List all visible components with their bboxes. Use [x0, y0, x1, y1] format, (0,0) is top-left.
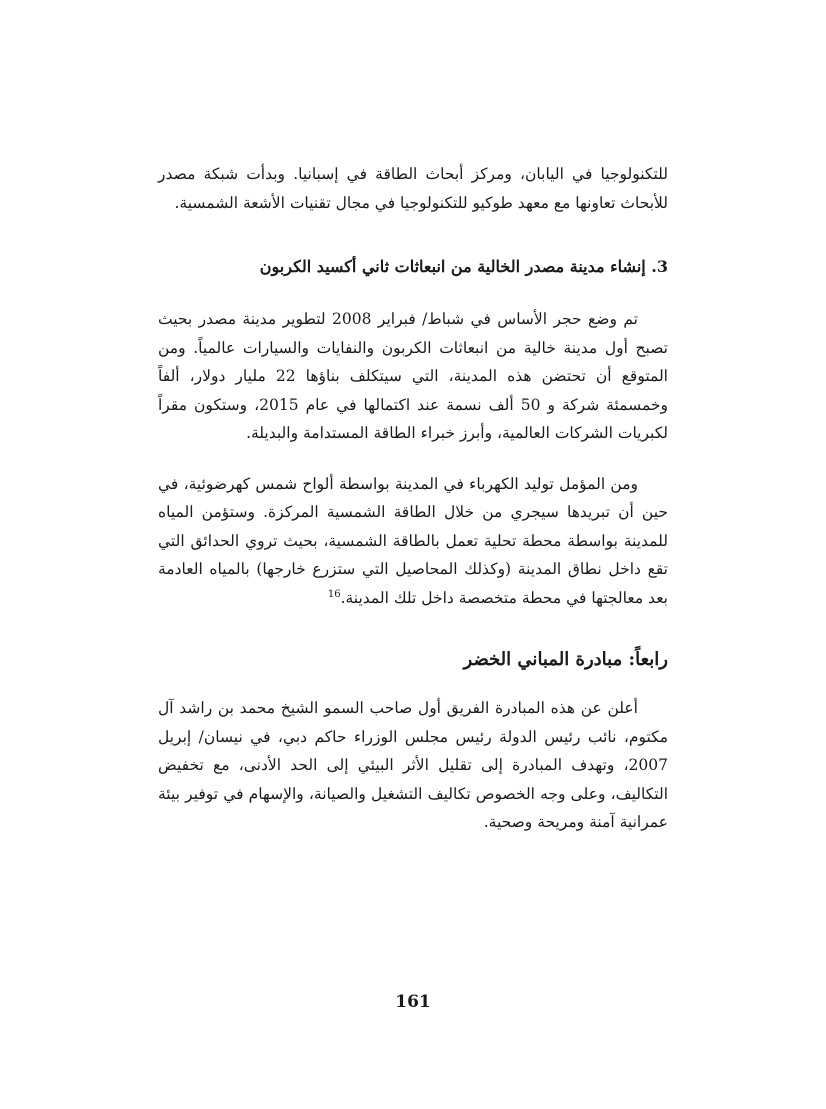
paragraph-masdar-foundation: تم وضع حجر الأساس في شباط/ فبراير 2008 لتطوير مدينة مصدر بحيث تصبح أول مدينة خالية من انبعاثات الكربون والنفايات والسيارات عالمياً. ومن المتوقع أن تحتضن هذه المدينة، التي سيتكلف بناؤها 22 مليار دولار، ألفاً وخمسمئة شركة و 50 ألف نسمة عند اكتمالها في عام 2015، وستكون مقراً لكبريات الشركات العالمية، وأبرز خبراء الطاقة المستدامة والبديلة. [158, 310, 668, 442]
paragraph-masdar-energy-text: ومن المؤمل توليد الكهرباء في المدينة بواسطة ألواح شمس كهرضوئية، في حين أن تبريدها سيجري من خلال الطاقة الشمسية المركزة. وستؤمن المياه للمدينة بواسطة محطة تحلية تعمل بالطاقة الشمسية، بحيث تروي الحدائق التي تقع داخل نطاق المدينة (وكذلك المحاصيل التي ستزرع خارجها) بالمياه العادمة بعد معالجتها في محطة متخصصة داخل تلك المدينة. [158, 474, 668, 607]
page-body [158, 160, 668, 837]
page-number: 161 [395, 992, 431, 1012]
paragraph-continuation: للتكنولوجيا في اليابان، ومركز أبحاث الطاقة في إسبانيا. وبدأت شبكة مصدر للأبحاث تعاونها مع معهد طوكيو للتكنولوجيا في مجال تقنيات الأشعة الشمسية. [158, 165, 668, 212]
section-heading-green-buildings: رابعاً: مبادرة المباني الخضر [463, 649, 668, 670]
paragraph-masdar-energy [158, 470, 668, 613]
paragraph-green-buildings: أعلن عن هذه المبادرة الفريق أول صاحب السمو الشيخ محمد بن راشد آل مكتوم، نائب رئيس الدولة رئيس مجلس الوزراء حاكم دبي، في نيسان/ إبريل 2007، وتهدف المبادرة إلى تقليل الأثر البيئي إلى الحد الأدنى، مع تخفيض التكاليف، وعلى وجه الخصوص تكاليف التشغيل والصيانة، والإسهام في توفير بيئة عمرانية آمنة ومريحة وصحية. [158, 699, 668, 831]
footnote-marker: 16 [327, 588, 341, 600]
subheading-masdar-city: 3. إنشاء مدينة مصدر الخالية من انبعاثات ثاني أكسيد الكربون [259, 257, 668, 276]
